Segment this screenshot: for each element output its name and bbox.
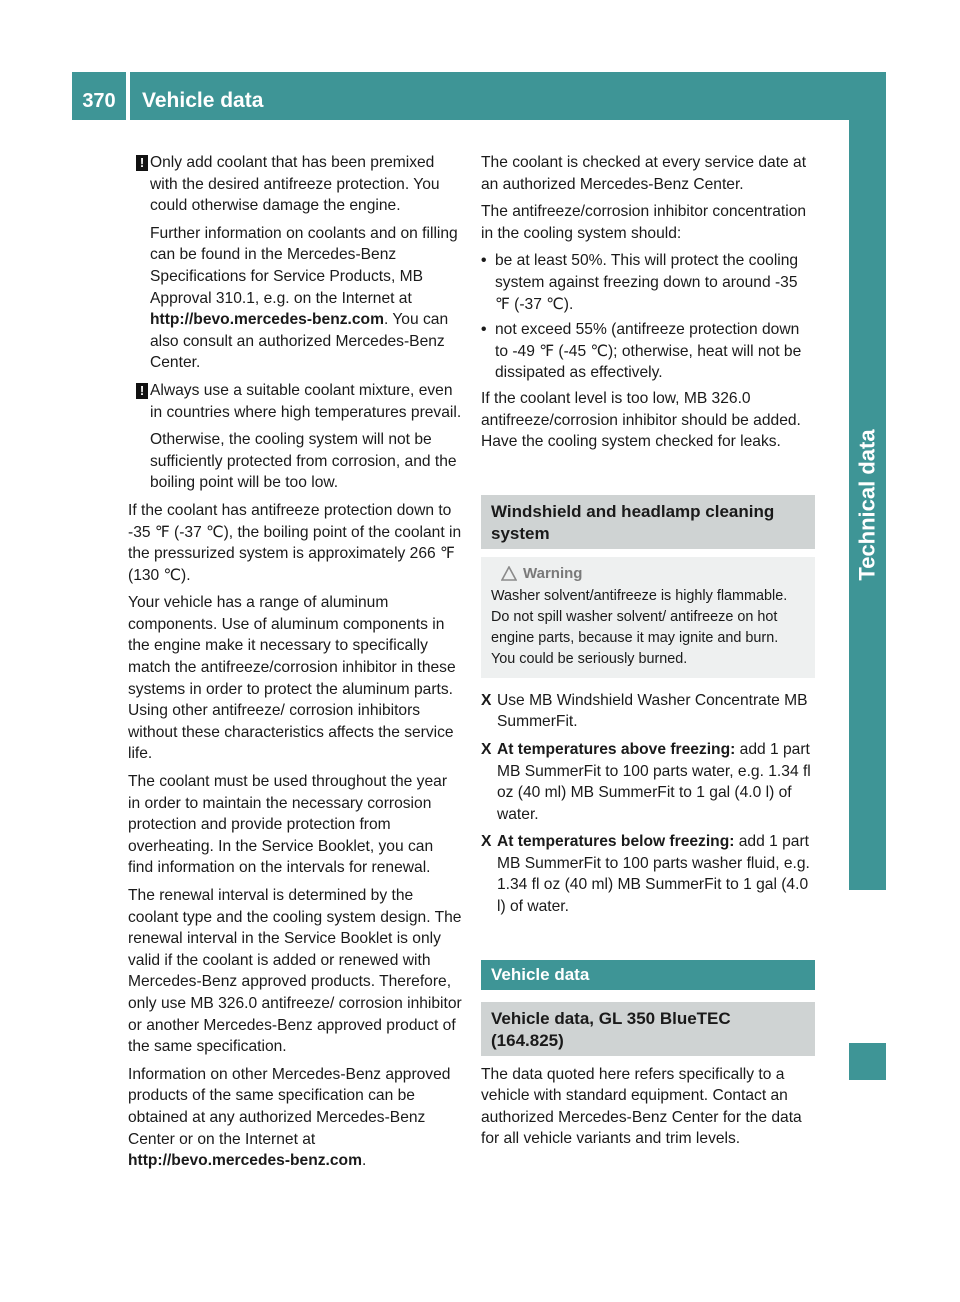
bullet-icon: • bbox=[481, 252, 487, 270]
warning-box bbox=[481, 557, 815, 678]
warning-title: Warning bbox=[491, 563, 805, 584]
paragraph: The antifreeze/corrosion inhibitor concentration in the cooling system should: bbox=[481, 203, 807, 242]
note-text: Otherwise, the cooling system will not be sufficiently protected from corrosion, and the boiling point will be too low. bbox=[150, 431, 457, 492]
instruction-step: X At temperatures above freezing: add 1 part MB SummerFit to 100 parts water, e.g. 1.34 fl oz (40 ml) MB SummerFit to 1 gal (4.0 l) of water. bbox=[481, 740, 811, 823]
section-heading: Vehicle data, GL 350 BlueTEC (164.825) bbox=[481, 1002, 815, 1056]
arrow-icon: X bbox=[481, 833, 492, 851]
caution-note bbox=[128, 380, 462, 494]
url-link[interactable]: http://bevo.mercedes-benz.com bbox=[150, 311, 384, 329]
page-header bbox=[72, 72, 886, 120]
list-item: • be at least 50%. This will protect the cooling system against freezing down to around -35 ℉ (-37 ℃). bbox=[481, 252, 799, 313]
instruction-step: X Use MB Windshield Washer Concentrate MB SummerFit. bbox=[481, 691, 808, 731]
list-item: • not exceed 55% (antifreeze protection down to -49 ℉ (-45 ℃); otherwise, heat will not be dissipated as effectively. bbox=[481, 321, 802, 382]
chapter-tab-label: Technical data bbox=[854, 429, 880, 581]
page-number: 370 bbox=[82, 90, 116, 112]
paragraph: The data quoted here refers specifically to a vehicle with standard equipment. Contact an authorized Mercedes-Benz Center for the data for all vehicle variants and trim levels. bbox=[481, 1065, 802, 1148]
paragraph: Your vehicle has a range of aluminum components. Use of aluminum components in the engine make it necessary to specifically match the antifreeze/corrosion inhibitor in these systems in order to protect the aluminum parts. Using other antifreeze/ corrosion inhibitors without these characteristics affects the service life. bbox=[128, 594, 456, 763]
section-heading-main: Vehicle data bbox=[481, 960, 815, 990]
exclamation-icon: ! bbox=[136, 383, 148, 399]
caution-note bbox=[128, 152, 462, 374]
paragraph: If the coolant has antifreeze protection down to -35 ℉ (-37 ℃), the boiling point of the coolant in the pressurized system is approximately 266 ℉ (130 ℃). bbox=[128, 501, 462, 584]
note-text: Always use a suitable coolant mixture, even in countries where high temperatures prevail. bbox=[150, 381, 462, 421]
paragraph: The renewal interval is determined by the coolant type and the cooling system design. The renewal interval in the Service Booklet is only valid if the coolant is added or renewed with Mercedes-Benz approved products. Therefore, only use MB 326.0 antifreeze/ corrosion inhibitor or another Mercedes-Benz approved product of the same specification. bbox=[128, 887, 462, 1056]
section-heading: Windshield and headlamp cleaning system bbox=[481, 495, 815, 549]
note-text: Only add coolant that has been premixed with the desired antifreeze protection. You could otherwise damage the engine. bbox=[150, 154, 440, 215]
exclamation-icon: ! bbox=[136, 155, 148, 171]
paragraph: If the coolant level is too low, MB 326.0 antifreeze/corrosion inhibitor should be added. Have the cooling system checked for leaks. bbox=[481, 389, 801, 451]
bullet-icon: • bbox=[481, 321, 487, 339]
chapter-tab bbox=[849, 120, 886, 890]
arrow-icon: X bbox=[481, 691, 492, 709]
chapter-marker bbox=[849, 1043, 886, 1080]
warning-text: Washer solvent/antifreeze is highly flammable. Do not spill washer solvent/ antifreeze on hot engine parts, because it may ignite and burn. You could be seriously burned. bbox=[491, 587, 788, 667]
arrow-icon: X bbox=[481, 740, 492, 758]
note-text: Further information on coolants and on filling can be found in the Mercedes-Benz Specifications for Service Products, MB Approval 310.1, e.g. on the Internet at http://bevo.mercedes-benz.com. You can also consult an authorized Mercedes-Benz Center. bbox=[150, 224, 458, 372]
right-column bbox=[481, 152, 815, 1156]
url-link[interactable]: http://bevo.mercedes-benz.com bbox=[128, 1152, 362, 1170]
paragraph: The coolant is checked at every service date at an authorized Mercedes-Benz Center. bbox=[481, 154, 807, 193]
page-title: Vehicle data bbox=[142, 89, 264, 112]
instruction-step: X At temperatures below freezing: add 1 part MB SummerFit to 100 parts washer fluid, e.g. 1.34 fl oz (40 ml) MB SummerFit to 1 gal (4.0 l) of water. bbox=[481, 833, 810, 916]
paragraph: The coolant must be used throughout the year in order to maintain the necessary corrosion protection and provide protection from overheating. In the Service Booklet, you can find information on the intervals for renewal. bbox=[128, 773, 448, 877]
paragraph: Information on other Mercedes-Benz approved products of the same specification can be obtained at any authorized Mercedes-Benz Center or on the Internet at http://bevo.mercedes-benz.com. bbox=[128, 1065, 451, 1170]
warning-triangle-icon bbox=[501, 566, 517, 581]
left-column bbox=[128, 152, 462, 1178]
